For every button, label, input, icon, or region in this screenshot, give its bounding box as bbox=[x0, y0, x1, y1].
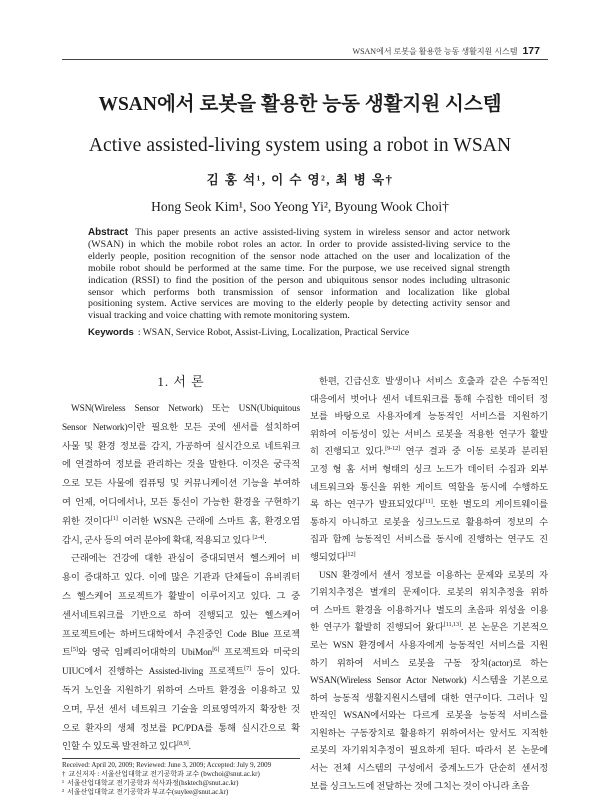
text-line: 로는 WSN 환경에서 사용자에게 능동적인 서비스를 지원 bbox=[310, 640, 548, 651]
text-line: 반적인 WSAN에서와는 다르게 로봇을 능동적 서비스를 bbox=[310, 711, 548, 722]
citation: [11,13] bbox=[443, 621, 462, 629]
text-line: 여 언제, 어디에서나, 모든 통신이 가능한 환경을 구현하기 bbox=[62, 497, 300, 508]
text-line: 트[5]와 영국 임페리어대학의 UbiMon[6] 프로젝트와 미국의 bbox=[62, 646, 301, 659]
text-line: WSN(Wireless Sensor Network) 또는 USN(Ubiquitous bbox=[71, 404, 300, 414]
text-line: 스 헬스케어 프로젝트가 활발이 이루어지고 있다. 그 중 bbox=[62, 591, 300, 602]
text-line: UIUC에서 진행하는 Assisted-living 프로젝트[7] 등이 있다. bbox=[62, 665, 300, 678]
text-line: 보를 바탕으로 사용자에게 능동적인 서비스를 지원하기 bbox=[310, 412, 548, 423]
korean-title: WSAN에서 로봇을 활용한 능동 생활지원 시스템 bbox=[98, 94, 502, 115]
footnote-text: 서울산업대학교 전기공학과 석사과정(hsktech@snut.ac.kr) bbox=[67, 778, 239, 787]
paragraph bbox=[310, 374, 548, 568]
korean-authors: 김 홍 석¹, 이 수 영², 최 병 욱† bbox=[206, 173, 394, 187]
text-line: 지원하는 구동장치로 활용하기 위하여서는 앞서도 지적한 bbox=[310, 728, 548, 739]
text-line: 사물 및 환경 정보를 감지, 가공하여 실시간으로 네트워크 bbox=[62, 441, 300, 452]
abstract-line: indication (RSSI) to find the position of the person and ubiquitous sensor nodes including ultrasonic bbox=[88, 274, 510, 286]
footnote-rule bbox=[62, 758, 300, 759]
abstract-line: elderly people, position recognition of the sensor node attached on the user and localization of the bbox=[88, 250, 510, 262]
citation: [7] bbox=[244, 665, 252, 673]
keywords-text: : WSAN, Service Robot, Assist-Living, Localization, Practical Service bbox=[137, 327, 410, 338]
text-line: 독거 노인을 지원하기 위하여 스마트 환경을 이용하고 있 bbox=[62, 685, 300, 696]
citation: [1] bbox=[110, 514, 118, 522]
text-line: 용이 증대하고 있다. 이에 많은 기관과 단체들이 유비쿼터 bbox=[62, 573, 300, 584]
abstract-line: (WSAN) in which the mobile robot roles an actor. In order to provide assisted-living service to the bbox=[88, 238, 510, 250]
text-line: 히 진행되고 있다.[9-12] 연구 결과 중 이동 로봇과 분리된 bbox=[310, 445, 549, 458]
section-heading: 1. 서 론 bbox=[157, 374, 205, 389]
text-line: 한 연구가 활발히 진행되어 왔다[11,13]. 본 논문은 기본적으 bbox=[310, 621, 548, 634]
page-number: 177 bbox=[522, 45, 540, 57]
text-line: 기위치추정은 별개의 문제이다. 로봇의 위치추정을 위하 bbox=[310, 588, 548, 599]
text-line: USN 환경에서 센서 정보를 이용하는 문제와 로봇의 자 bbox=[319, 570, 548, 581]
text-line: 하여 능동적 생활지원시스템에 대한 연구이다. 그러나 일 bbox=[310, 693, 548, 704]
citation: [5] bbox=[70, 646, 78, 654]
text-line: Sensor Network)이란 필요한 모든 곳에 센서를 설치하여 bbox=[62, 422, 300, 433]
running-title: WSAN에서 로봇을 활용한 능동 생활지원 시스템 bbox=[352, 47, 518, 56]
footnote-text: 서울산업대학교 전기공학과 부교수(suylee@snut.ac.kr) bbox=[67, 787, 229, 796]
footnotes bbox=[62, 761, 300, 797]
footnote-mark: ² bbox=[62, 787, 65, 796]
header-rule bbox=[62, 59, 548, 60]
footnote-author-2 bbox=[62, 788, 300, 797]
text-line: 네트워크와 통신을 위한 게이트 역할을 동시에 수행하도 bbox=[310, 482, 548, 493]
abstract-line: positioning system. Active services are moving to the elderly people by detecting activity sensor and bbox=[88, 298, 510, 310]
paragraph bbox=[310, 568, 548, 797]
citation: [2-4] bbox=[252, 533, 265, 541]
text-line: 한편, 긴급신호 발생이나 서비스 호출과 같은 수동적인 bbox=[319, 377, 548, 387]
abstract-text: This paper presents an active assisted-living system in wireless sensor and actor network bbox=[135, 227, 510, 238]
text-line: 감시, 군사 등의 여러 분야에 확대, 적용되고 있다 [2-4]. bbox=[62, 533, 267, 546]
text-line: 센서네트워크를 기반으로 하여 진행되고 있는 헬스케어 bbox=[62, 610, 300, 621]
english-title: Active assisted-living system using a robot in WSAN bbox=[88, 135, 512, 156]
text-line: WSAN(Wireless Sensor Actor Network) 시스템을 기본으로 bbox=[310, 676, 548, 687]
text-line: 으로 환자의 생체 정보를 PC/PDA를 통해 실시간으로 확 bbox=[62, 723, 300, 734]
text-line: 로봇의 자기위치추정이 필요하게 된다. 따라서 본 논문에 bbox=[310, 746, 548, 757]
footnote-mark: † bbox=[62, 769, 66, 778]
text-line: 행되었다[12] bbox=[310, 550, 356, 563]
text-line: 서는 전체 시스템의 구성에서 중계노드가 단순히 센서정 bbox=[310, 764, 548, 775]
english-authors: Hong Seok Kim¹, Soo Yeong Yi², Byoung Wook Choi† bbox=[151, 199, 449, 214]
text-line: 프로젝트에는 하버드대학에서 추진중인 Code Blue 프로젝 bbox=[62, 629, 300, 640]
footnote-corresponding-author bbox=[62, 770, 300, 779]
footnote-author-1 bbox=[62, 779, 300, 788]
text-line: 에 연결하여 정보를 관리하는 것을 말한다. 이것은 궁극적 bbox=[62, 460, 300, 471]
paragraph bbox=[62, 400, 300, 550]
text-line: 록 하는 연구가 발표되었다[11]. 또한 별도의 게이트웨이를 bbox=[310, 498, 548, 511]
abstract-line: sensor which performs both transmission of sensor information and localization like global bbox=[88, 286, 510, 298]
text-line: 인할 수 있도록 발전하고 있다[8,9]. bbox=[62, 740, 191, 753]
right-column-body bbox=[310, 374, 548, 796]
text-line: 집과 함께 능동적인 서비스를 동시에 진행하는 연구도 진 bbox=[310, 535, 548, 546]
abstract-label: Abstract bbox=[88, 227, 129, 238]
text-line: 보를 싱크노드에 전달하는 것에 그치는 것이 아니라 초음 bbox=[310, 781, 530, 792]
text-line: 여 스마트 환경을 이용하거나 별도의 초음파 위성을 이용 bbox=[310, 605, 548, 616]
abstract-line: mobile robot should be performed at the same time. For the purpose, we use received signal strength bbox=[88, 262, 510, 274]
keywords-label: Keywords bbox=[88, 327, 134, 338]
text-line: 고정 형 홈 서버 형태의 싱크 노드가 데이터 수집과 외부 bbox=[310, 464, 548, 475]
text-line: 으며, 무선 센서 네트워크 기술을 의료영역까지 확장한 것 bbox=[62, 704, 300, 715]
received-dates: Received: April 20, 2009; Reviewed: June 3, 2009; Accepted: July 9, 2009 bbox=[62, 761, 272, 769]
left-column-body bbox=[62, 400, 300, 757]
text-line: 근래에는 건강에 대한 관심이 증대되면서 헬스케어 비 bbox=[71, 554, 300, 565]
footnote-mark: ¹ bbox=[62, 778, 65, 787]
running-header bbox=[62, 44, 540, 58]
abstract-line: visual tracking and voice chatting with remote monitoring system. bbox=[88, 310, 350, 322]
text-line: 위하여 이동성이 있는 서비스 로봇을 적용한 연구가 활발 bbox=[310, 429, 548, 440]
citation: [8,9] bbox=[177, 740, 189, 748]
text-line: 으로 모든 사물에 컴퓨팅 및 커뮤니케이션 기능을 부여하 bbox=[62, 479, 300, 490]
citation: [11] bbox=[423, 498, 433, 506]
citation: [6] bbox=[212, 646, 220, 654]
paragraph bbox=[62, 550, 300, 757]
citation: [12] bbox=[345, 550, 356, 558]
text-line: 통하지 아니하고 로봇을 싱크노드로 활용하여 정보의 수 bbox=[310, 517, 548, 528]
text-line: 대응에서 벗어나 센서 네트워크를 통해 수집한 데이터 정 bbox=[310, 394, 548, 405]
citation: [9-12] bbox=[385, 445, 401, 453]
text-line: 하기 위하여 서비스 로봇을 구동 장치(actor)로 하는 bbox=[310, 658, 548, 669]
text-line: 위한 것이다[1] 이러한 WSN은 근래에 스마트 홈, 환경오염 bbox=[62, 514, 300, 527]
abstract-line bbox=[88, 227, 510, 239]
keywords bbox=[88, 327, 510, 339]
footnote-text: 교신저자 : 서울산업대학교 전기공학과 교수 (bwchoi@snut.ac.kr) bbox=[68, 769, 260, 778]
abstract bbox=[88, 227, 510, 322]
